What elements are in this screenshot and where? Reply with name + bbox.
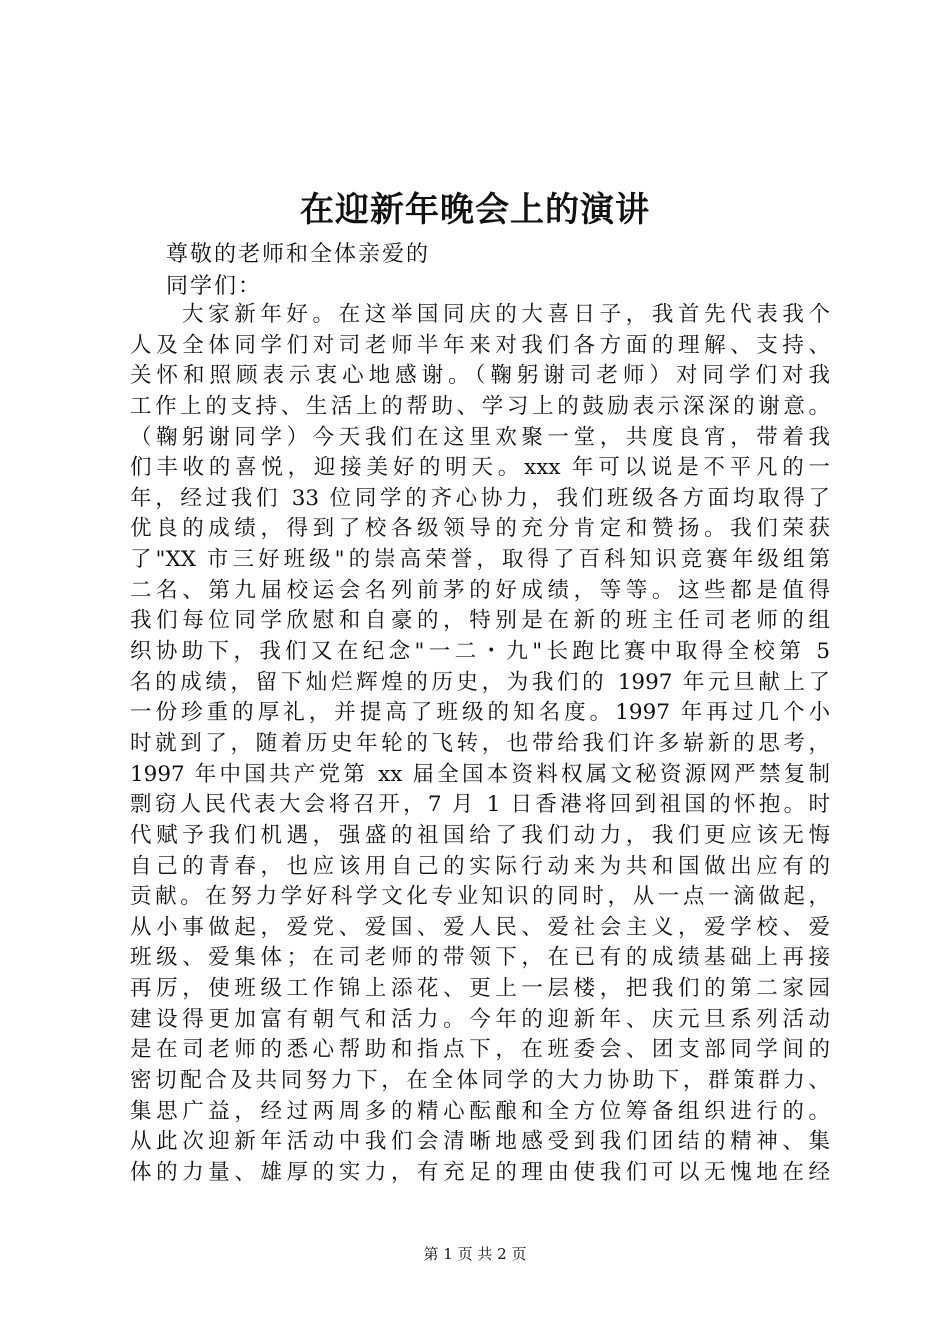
paragraph-line: 1997 年中国共产党第 xx 届全国本资料权属文秘资源网严禁复制 [130,761,830,787]
paragraph-line: 代赋予我们机遇，强盛的祖国给了我们动力，我们更应该无悔 [130,822,830,848]
speech-body [130,300,830,1189]
paragraph-line: 从此次迎新年活动中我们会清晰地感受到我们团结的精神、集 [130,1129,830,1155]
document-title: 在迎新年晚会上的演讲 [300,190,650,230]
paragraph-line: 时就到了，随着历史年轮的飞转，也带给我们许多崭新的思考， [130,730,830,756]
paragraph-line: 年，经过我们 33 位同学的齐心协力，我们班级各方面均取得了 [130,485,830,511]
paragraph-line: 名的成绩，留下灿烂辉煌的历史，为我们的 1997 年元旦献上了 [130,669,830,695]
paragraph-line: 建设得更加富有朝气和活力。今年的迎新年、庆元旦系列活动 [130,1006,830,1032]
paragraph-line: 了"XX 市三好班级"的崇高荣誉，取得了百科知识竞赛年级组第 [130,547,830,573]
greeting-line-1: 尊敬的老师和全体亲爱的 [166,242,431,267]
paragraph-line: 一份珍重的厚礼，并提高了班级的知名度。1997 年再过几个小 [130,700,830,726]
paragraph-line: 是在司老师的悉心帮助和指点下，在班委会、团支部同学间的 [130,1037,830,1063]
paragraph-line: 优良的成绩，得到了校各级领导的充分肯定和赞扬。我们荣获 [130,516,830,542]
paragraph-line: 贡献。在努力学好科学文化专业知识的同时，从一点一滴做起， [130,884,830,910]
paragraph-line: 二名、第九届校运会名列前茅的好成绩，等等。这些都是值得 [130,577,830,603]
paragraph-line: 工作上的支持、生活上的帮助、学习上的鼓励表示深深的谢意。 [130,393,830,419]
paragraph-line: 们丰收的喜悦，迎接美好的明天。xxx 年可以说是不平凡的一 [130,455,830,481]
paragraph-line: 再厉，使班级工作锦上添花、更上一层楼，把我们的第二家园 [130,976,830,1002]
paragraph-line: 班级、爱集体；在司老师的带领下，在已有的成绩基础上再接 [130,945,830,971]
paragraph-line: 人及全体同学们对司老师半年来对我们各方面的理解、支持、 [130,332,830,358]
paragraph-line: 我们每位同学欣慰和自豪的，特别是在新的班主任司老师的组 [130,608,830,634]
paragraph-line: 体的力量、雄厚的实力，有充足的理由使我们可以无愧地在经 [130,1159,830,1185]
paragraph-line: 集思广益，经过两周多的精心酝酿和全方位筹备组织进行的。 [130,1098,830,1124]
paragraph-line: 剽窃人民代表大会将召开，7 月 1 日香港将回到祖国的怀抱。时 [130,792,830,818]
paragraph-line: 织协助下，我们又在纪念"一二・九"长跑比赛中取得全校第 5 [130,639,830,665]
paragraph-line: 从小事做起，爱党、爱国、爱人民、爱社会主义，爱学校、爱 [130,914,830,940]
greeting-line-2: 同学们： [166,274,263,299]
paragraph-line: 自己的青春，也应该用自己的实际行动来为共和国做出应有的 [130,853,830,879]
page-footer: 第 1 页 共 2 页 [423,1245,527,1263]
paragraph-line: 大家新年好。在这举国同庆的大喜日子，我首先代表我个 [182,302,830,327]
paragraph-line: （鞠躬谢同学）今天我们在这里欢聚一堂，共度良宵，带着我 [130,424,830,450]
paragraph-line: 关怀和照顾表示衷心地感谢。（鞠躬谢司老师）对同学们对我 [130,363,830,389]
paragraph-line: 密切配合及共同努力下，在全体同学的大力协助下，群策群力、 [130,1068,830,1094]
